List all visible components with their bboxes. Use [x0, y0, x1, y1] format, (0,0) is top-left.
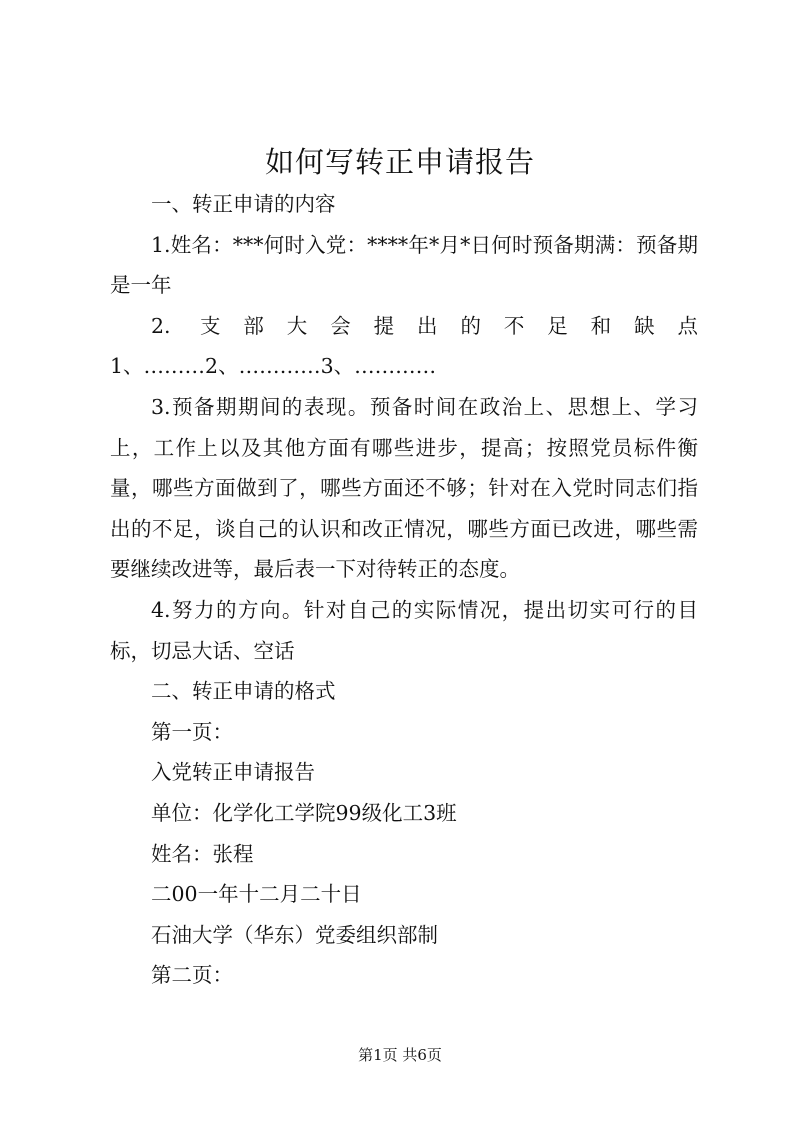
paragraph-direction: 4.努力的方向。针对自己的实际情况，提出切实可行的目标，切忌大话、空话 — [110, 597, 698, 663]
paragraph-shortcomings — [110, 306, 698, 347]
paragraph-shortcomings-text: 2. 支部大会提出的不足和缺点 — [151, 313, 698, 338]
unit-line: 单位：化学化工学院99级化工3班 — [151, 800, 457, 825]
paragraph-shortcomings-list: 1、………2、…………3、………… — [110, 354, 437, 379]
page-one-label: 第一页： — [151, 719, 233, 744]
section-heading-format: 二、转正申请的格式 — [151, 679, 336, 704]
organization-line: 石油大学（华东）党委组织部制 — [151, 922, 438, 947]
section-heading-content: 一、转正申请的内容 — [151, 192, 336, 216]
page-two-label: 第二页： — [151, 963, 233, 988]
document-body — [110, 184, 698, 996]
name-line: 姓名：张程 — [151, 841, 254, 866]
date-line: 二00一年十二月二十日 — [151, 882, 362, 907]
report-title-line: 入党转正申请报告 — [151, 760, 315, 785]
paragraph-performance: 3.预备期期间的表现。预备时间在政治上、思想上、学习上，工作上以及其他方面有哪些进步，提高；按照党员标件衡量，哪些方面做到了，哪些方面还不够；针对在入党时同志们指出的不足，谈自己的认识和改正情况，哪些方面已改进，哪些需要继续改进等，最后表一下对待转正的态度。 — [110, 394, 698, 582]
paragraph-name-and-dates: 1.姓名：***何时入党：****年*月*日何时预备期满：预备期是一年 — [110, 232, 698, 298]
document-title: 如何写转正申请报告 — [264, 145, 535, 179]
page-footer: 第1页 共6页 — [358, 1046, 442, 1064]
